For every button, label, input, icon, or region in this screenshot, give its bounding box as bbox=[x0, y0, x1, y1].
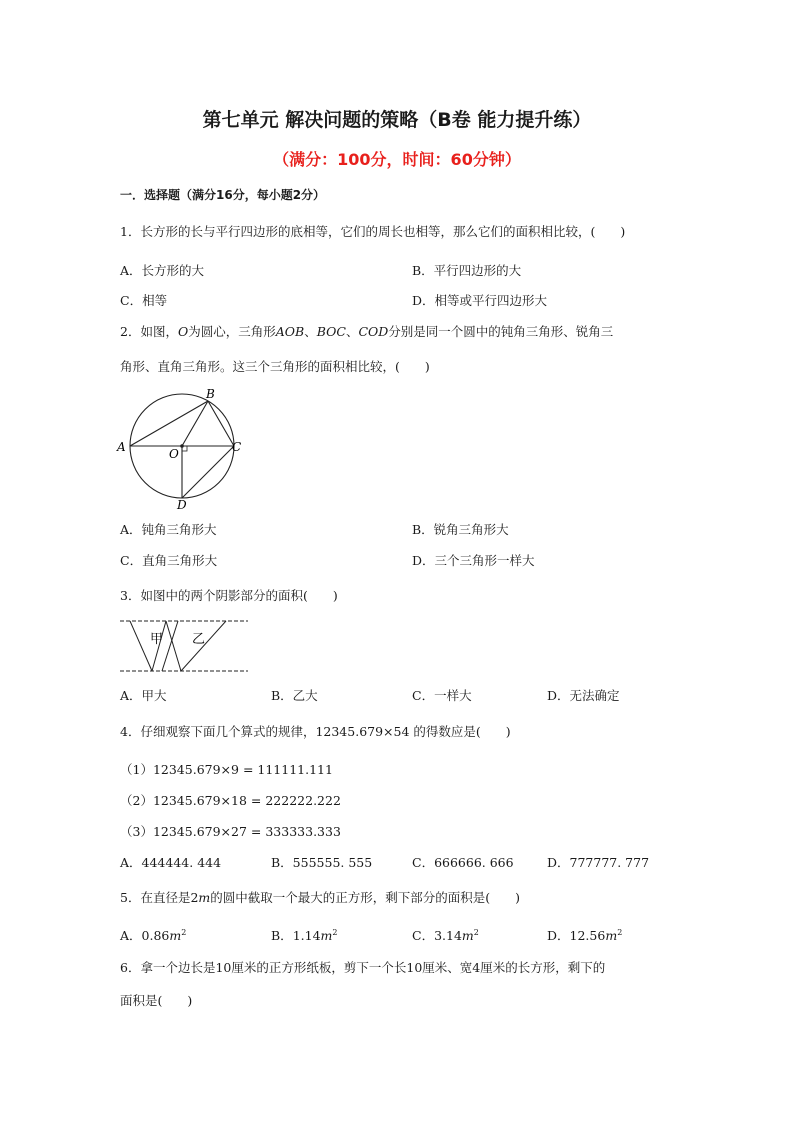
page-title: 第七单元 解决问题的策略（B卷 能力提升练） bbox=[202, 109, 592, 131]
question-3-option-d: D．无法确定 bbox=[547, 688, 620, 703]
question-6-stem-line2: 面积是( ) bbox=[120, 993, 193, 1008]
question-4-line-1: （1）12345.679×9 = 111111.111 bbox=[120, 762, 333, 777]
question-5-stem: 5．在直径是2m的圆中截取一个最大的正方形，剩下部分的面积是( ) bbox=[120, 890, 521, 905]
figure-label-a: A bbox=[117, 440, 126, 454]
question-2-option-a: A．钝角三角形大 bbox=[120, 522, 217, 537]
question-2-stem-line2: 角形、直角三角形。这三个三角形的面积相比较，( ) bbox=[120, 359, 430, 374]
question-5-option-c: C．$3.14m^2$ bbox=[412, 927, 479, 943]
question-1-option-b: B．平行四边形的大 bbox=[412, 263, 522, 278]
question-4-line-3: （3）12345.679×27 = 333333.333 bbox=[120, 824, 341, 839]
question-2-option-b: B．锐角三角形大 bbox=[412, 522, 509, 537]
figure-label-c: C bbox=[232, 440, 242, 454]
question-6-stem-line1: 6．拿一个边长是10厘米的正方形纸板，剪下一个长10厘米、宽4厘米的长方形，剩下的 bbox=[120, 960, 606, 975]
question-3-option-a: A．甲大 bbox=[120, 688, 167, 703]
page-subtitle: （满分：100分，时间：60分钟） bbox=[273, 150, 521, 169]
question-5-option-b: B．$1.14m^2$ bbox=[271, 927, 338, 943]
question-5-option-d: D．$12.56m^2$ bbox=[547, 927, 623, 943]
question-4-option-a: A．444444. 444 bbox=[120, 855, 222, 870]
question-4-option-c: C．666666. 666 bbox=[412, 855, 514, 870]
question-3-option-b: B．乙大 bbox=[271, 688, 318, 703]
question-4-option-b: B．555555. 555 bbox=[271, 855, 373, 870]
question-4-stem: 4．仔细观察下面几个算式的规律，12345.679×54 的得数应是( ) bbox=[120, 724, 511, 739]
question-1-option-c: C．相等 bbox=[120, 293, 168, 308]
parallel-lines-figure bbox=[118, 615, 250, 675]
section-heading: 一．选择题（满分16分，每小题2分） bbox=[120, 188, 326, 202]
figure-label-b: B bbox=[206, 387, 215, 401]
figure-label-d: D bbox=[177, 498, 187, 512]
question-3-option-c: C．一样大 bbox=[412, 688, 472, 703]
figure-label-jia: 甲 bbox=[150, 632, 164, 647]
question-2-stem-line1: 2．如图，O为圆心，三角形AOB、BOC、COD分别是同一个圆中的钝角三角形、锐角三 bbox=[120, 324, 614, 339]
question-2-option-d: D．三个三角形一样大 bbox=[412, 553, 535, 568]
question-1-option-a: A．长方形的大 bbox=[120, 263, 205, 278]
circle-triangles-figure bbox=[115, 385, 250, 515]
question-3-stem: 3．如图中的两个阴影部分的面积( ) bbox=[120, 588, 338, 603]
figure-label-yi: 乙 bbox=[192, 632, 206, 647]
question-2-option-c: C．直角三角形大 bbox=[120, 553, 218, 568]
figure-label-o: O bbox=[169, 447, 179, 461]
question-4-line-2: （2）12345.679×18 = 222222.222 bbox=[120, 793, 341, 808]
question-5-option-a: A．$0.86m^2$ bbox=[120, 927, 187, 943]
question-1-option-d: D．相等或平行四边形大 bbox=[412, 293, 548, 308]
question-4-option-d: D．777777. 777 bbox=[547, 855, 650, 870]
question-1-stem: 1．长方形的长与平行四边形的底相等，它们的周长也相等，那么它们的面积相比较，( ) bbox=[120, 224, 626, 239]
